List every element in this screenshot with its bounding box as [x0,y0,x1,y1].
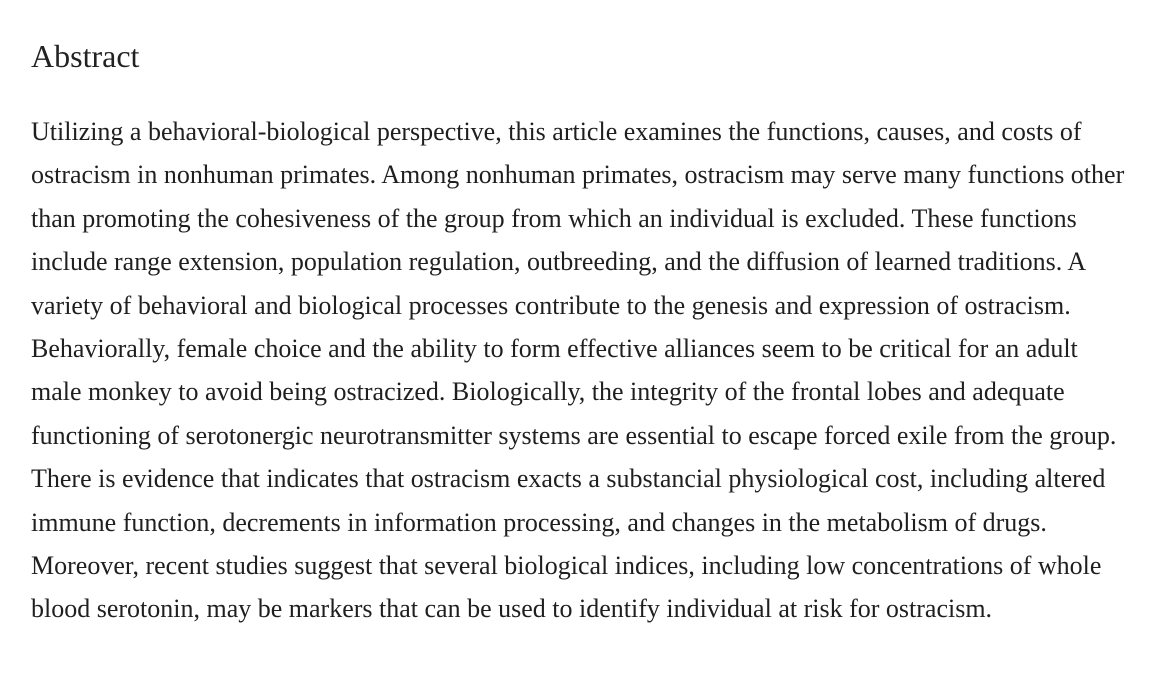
abstract-body: Utilizing a behavioral-biological perspective, this article examines the functions, causes, and costs of ostracism in nonhuman primates. Among nonhuman primates, ostracism may serve many functions other than promoting the cohesiveness of the group from which an individual is excluded. These functions include range extension, population regulation, outbreeding, and the diffusion of learned traditions. A variety of behavioral and biological processes contribute to the genesis and expression of ostracism. Behaviorally, female choice and the ability to form effective alliances seem to be critical for an adult male monkey to avoid being ostracized. Biologically, the integrity of the frontal lobes and adequate functioning of serotonergic neurotransmitter systems are essential to escape forced exile from the group. There is evidence that indicates that ostracism exacts a substancial physiological cost, including altered immune function, decrements in information processing, and changes in the metabolism of drugs. Moreover, recent studies suggest that several biological indices, including low concentrations of whole blood serotonin, may be markers that can be used to identify individual at risk for ostracism. [31,117,1125,624]
abstract-heading: Abstract [31,38,140,74]
